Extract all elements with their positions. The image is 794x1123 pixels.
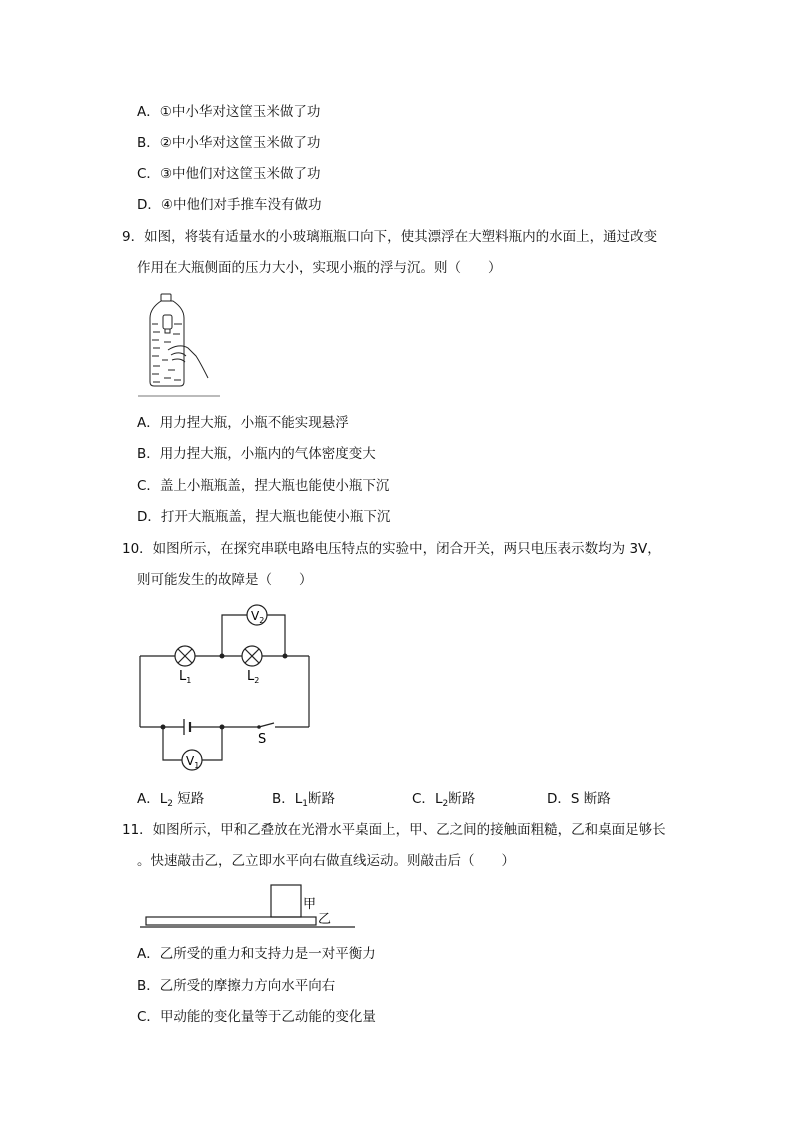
option-text: ③中他们对这筐玉米做了功 bbox=[159, 166, 321, 182]
q11-stem-line2: 。快速敲击乙，乙立即水平向右做直线运动。则敲击后（ ） bbox=[137, 853, 515, 869]
option-symbol: S bbox=[570, 791, 580, 807]
option-text: 断路 bbox=[448, 791, 476, 807]
option-text: 断路 bbox=[579, 791, 611, 807]
option-text: ①中小华对这筐玉米做了功 bbox=[159, 104, 321, 120]
block-jia-label: 甲 bbox=[303, 897, 317, 912]
q8-option-d bbox=[137, 196, 322, 214]
q11-option-a bbox=[137, 945, 376, 963]
q10-option-a bbox=[137, 790, 204, 813]
q9-option-b bbox=[137, 445, 376, 463]
option-text: 断路 bbox=[308, 791, 336, 807]
option-label: A． bbox=[137, 791, 160, 807]
option-text: 乙所受的重力和支持力是一对平衡力 bbox=[159, 946, 376, 962]
q11-option-b bbox=[137, 977, 335, 995]
q10-option-c bbox=[412, 790, 475, 813]
option-text: 盖上小瓶瓶盖，捏大瓶也能使小瓶下沉 bbox=[159, 478, 390, 494]
q10-stem-line2: 则可能发生的故障是（ ） bbox=[137, 572, 313, 588]
lamp-l2-label: $L_2$ bbox=[247, 669, 260, 685]
q9-option-c bbox=[137, 477, 389, 495]
q8-option-b bbox=[137, 134, 320, 152]
option-text: ②中小华对这筐玉米做了功 bbox=[159, 135, 321, 151]
option-label: B． bbox=[137, 978, 160, 994]
option-text: 用力捏大瓶，小瓶不能实现悬浮 bbox=[159, 415, 349, 431]
option-symbol: L bbox=[294, 791, 303, 807]
option-text: 用力捏大瓶，小瓶内的气体密度变大 bbox=[159, 446, 376, 462]
v1-meter-label: $V_1$ bbox=[186, 754, 200, 770]
blocks-figure bbox=[140, 880, 360, 930]
option-text: 乙所受的摩擦力方向水平向右 bbox=[159, 978, 336, 994]
option-text: 打开大瓶瓶盖，捏大瓶也能使小瓶下沉 bbox=[160, 509, 391, 525]
option-text: 短路 bbox=[173, 791, 205, 807]
option-label: B． bbox=[137, 135, 160, 151]
option-text: ④中他们对手推车没有做功 bbox=[160, 197, 322, 213]
option-label: D． bbox=[137, 197, 161, 213]
q9-option-a bbox=[137, 414, 349, 432]
lamp-l1-label: $L_1$ bbox=[179, 669, 192, 685]
option-text: 甲动能的变化量等于乙动能的变化量 bbox=[159, 1009, 376, 1025]
option-label: D． bbox=[137, 509, 161, 525]
q9-stem-line1: 9．如图，将装有适量水的小玻璃瓶瓶口向下，使其漂浮在大塑料瓶内的水面上，通过改变 bbox=[122, 229, 658, 245]
option-label: A． bbox=[137, 415, 160, 431]
option-label: A． bbox=[137, 946, 160, 962]
switch-label: S bbox=[258, 732, 267, 747]
option-label: C． bbox=[412, 791, 435, 807]
option-symbol: L bbox=[434, 791, 443, 807]
q8-option-a bbox=[137, 103, 320, 121]
q9-option-d bbox=[137, 508, 390, 526]
q11-option-c bbox=[137, 1008, 376, 1026]
option-subscript: 1 bbox=[302, 799, 309, 809]
option-subscript: 2 bbox=[442, 799, 449, 809]
circuit-diagram bbox=[135, 600, 320, 775]
option-symbol: L bbox=[159, 791, 168, 807]
option-subscript: 2 bbox=[167, 799, 174, 809]
option-label: C． bbox=[137, 1009, 160, 1025]
option-label: B． bbox=[137, 446, 160, 462]
option-label: B． bbox=[272, 791, 295, 807]
block-yi-label: 乙 bbox=[318, 912, 332, 927]
option-label: C． bbox=[137, 166, 160, 182]
q11-stem-line1: 11．如图所示，甲和乙叠放在光滑水平桌面上，甲、乙之间的接触面粗糙，乙和桌面足够长 bbox=[122, 822, 666, 838]
q10-option-d bbox=[547, 790, 611, 808]
q8-option-c bbox=[137, 165, 321, 183]
q10-stem-line1: 10．如图所示，在探究串联电路电压特点的实验中，闭合开关，两只电压表示数均为 3V， bbox=[122, 541, 661, 557]
q9-stem-line2: 作用在大瓶侧面的压力大小，实现小瓶的浮与沉。则（ ） bbox=[137, 260, 502, 276]
q10-option-b bbox=[272, 790, 335, 813]
option-label: D． bbox=[547, 791, 571, 807]
option-label: C． bbox=[137, 478, 160, 494]
bottle-figure bbox=[138, 290, 223, 400]
option-label: A． bbox=[137, 104, 160, 120]
v2-meter-label: $V_2$ bbox=[251, 609, 265, 625]
